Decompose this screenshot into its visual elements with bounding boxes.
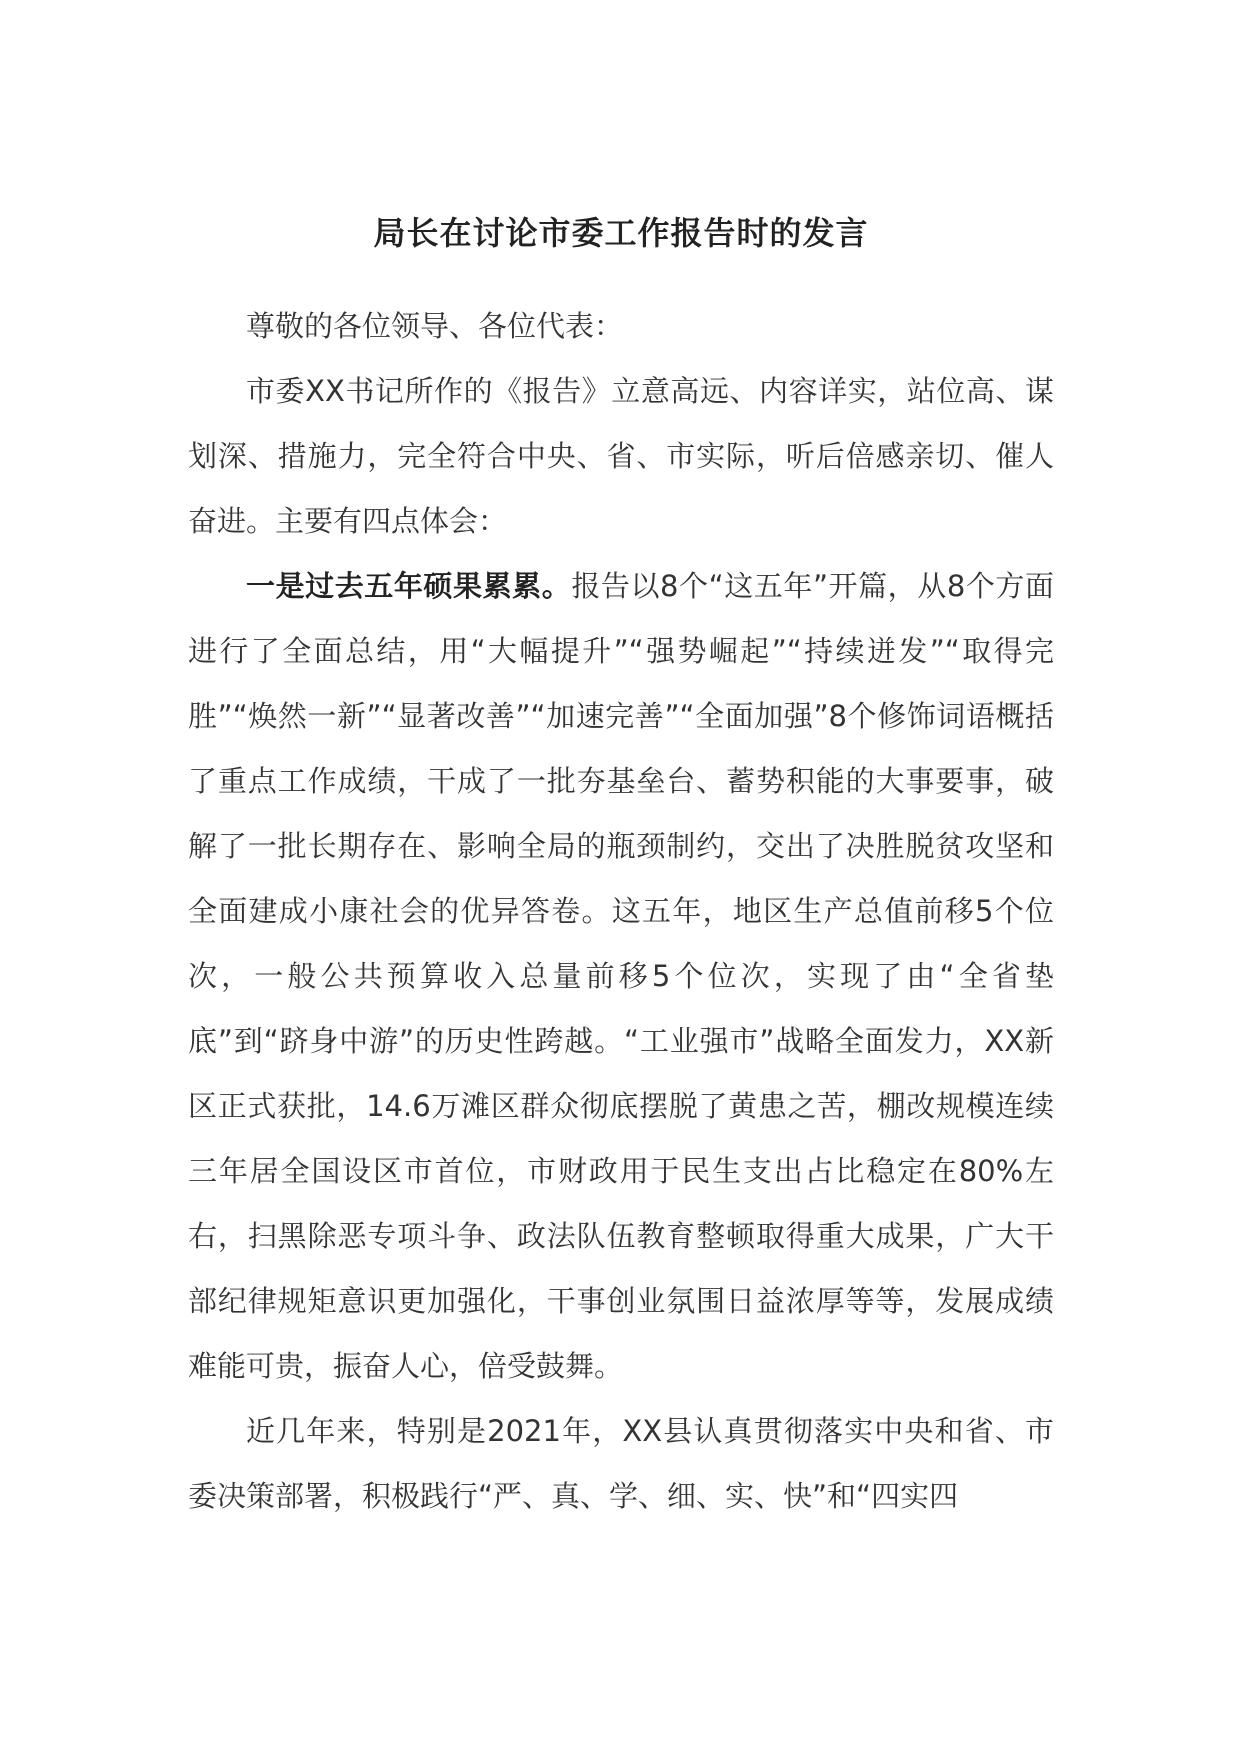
document-page [188,208,1054,1529]
salutation: 尊敬的各位领导、各位代表： [246,309,624,343]
document-body [188,294,1054,1529]
paragraph-county-work [188,1399,1054,1529]
paragraph-text: 报告以8个“这五年”开篇，从8个方面进行了全面总结，用“大幅提升”“强势崛起”“持续迸发”“取得完胜”“焕然一新”“显著改善”“加速完善”“全面加强”8个修饰词语概括了重点工作成绩，干成了一批夯基垒台、蓄势积能的大事要事，破解了一批长期存在、影响全局的瓶颈制约，交出了决胜脱贫攻坚和全面建成小康社会的优异答卷。这五年，地区生产总值前移5个位次，一般公共预算收入总量前移5个位次，实现了由“全省垫底”到“跻身中游”的历史性跨越。“工业强市”战略全面发力，XX新区正式获批，14.6万滩区群众彻底摆脱了黄患之苦，棚改规模连续三年居全国设区市首位，市财政用于民生支出占比稳定在80%左右，扫黑除恶专项斗争、政法队伍教育整顿取得重大成果，广大干部纪律规矩意识更加强化，干事创业氛围日益浓厚等等，发展成绩难能可贵，振奋人心，倍受鼓舞。 [188,569,1054,1383]
paragraph-lead-heading: 一是过去五年硕果累累。 [246,569,572,603]
document-title: 局长在讨论市委工作报告时的发言 [373,214,869,252]
paragraph-achievements [188,554,1054,1399]
paragraph-text: 市委XX书记所作的《报告》立意高远、内容详实，站位高、谋划深、措施力，完全符合中央、省、市实际，听后倍感亲切、催人奋进。主要有四点体会： [188,374,1054,538]
paragraph-report-summary [188,359,1054,554]
paragraph-text: 近几年来，特别是2021年，XX县认真贯彻落实中央和省、市委决策部署，积极践行“严、真、学、细、实、快”和“四实四 [188,1414,1054,1513]
